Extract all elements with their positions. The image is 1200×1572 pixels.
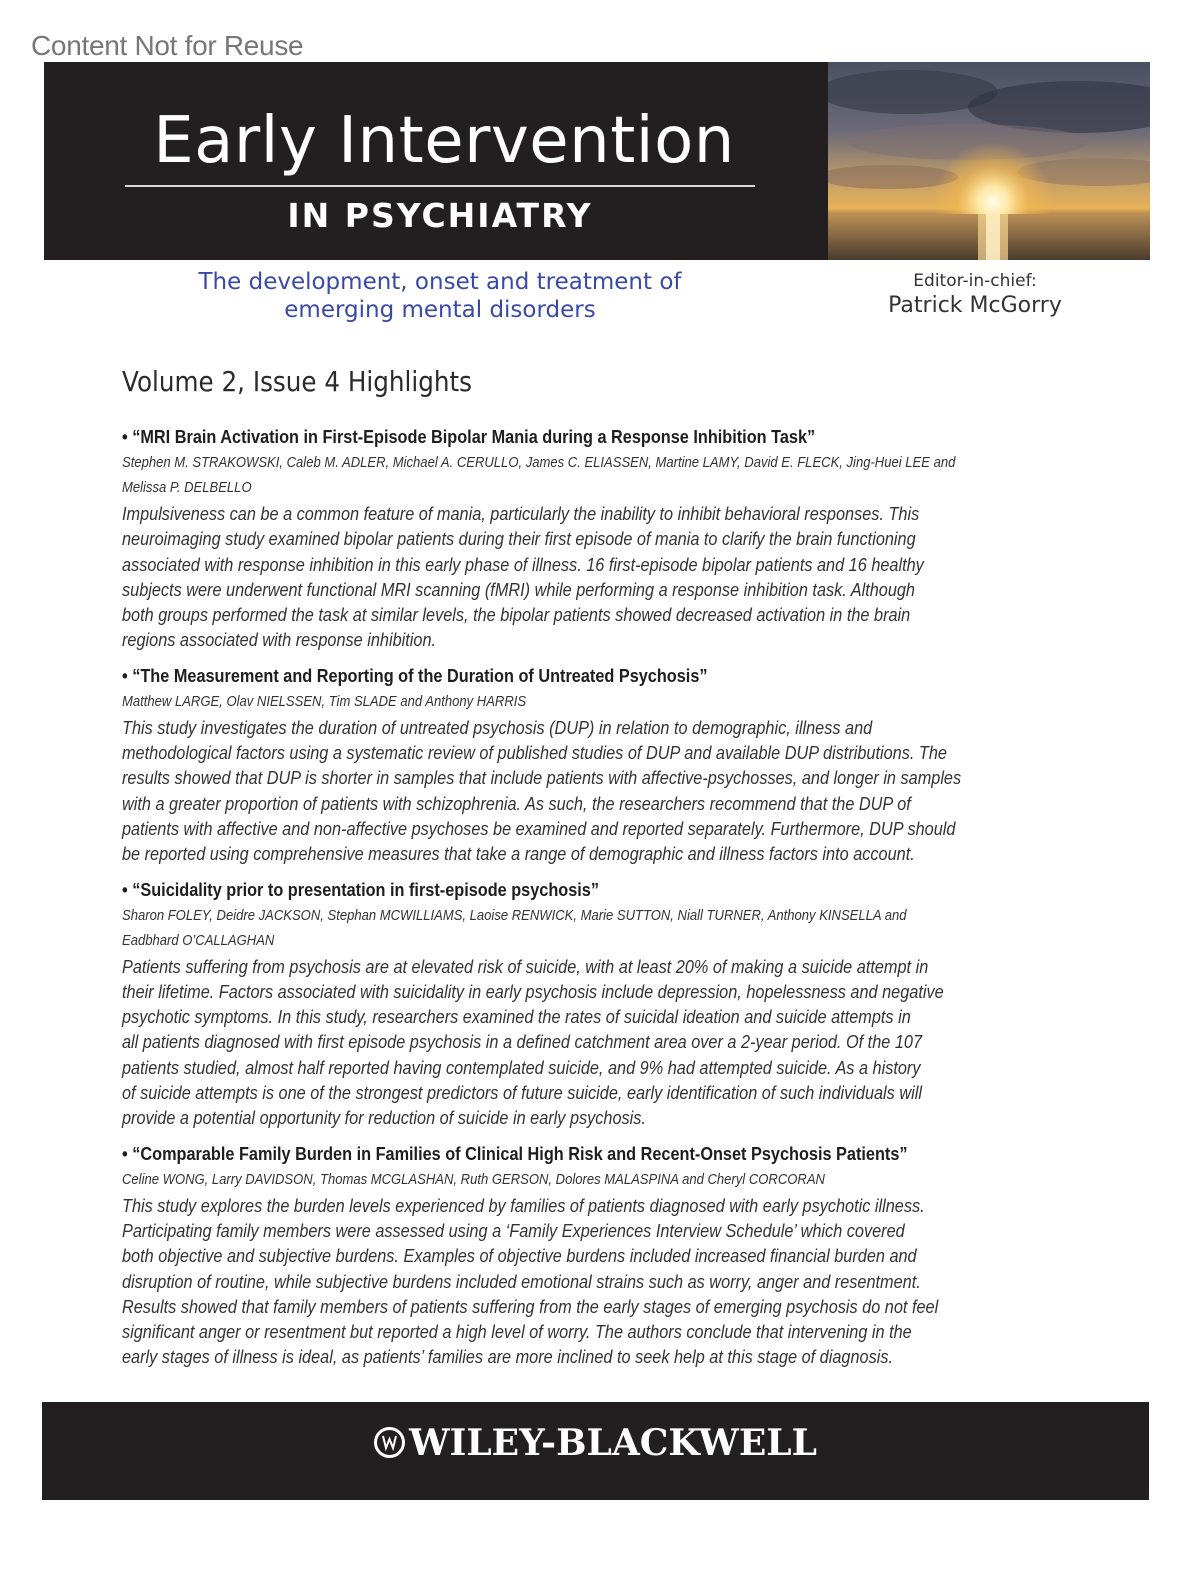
editor-name: Patrick McGorry	[888, 293, 1062, 318]
abstract-line: This study explores the burden levels experienced by families of patients diagnosed with early psychotic illness.	[122, 1194, 925, 1216]
tagline-line-1: The development, onset and treatment of	[198, 269, 682, 295]
abstract-line: provide a potential opportunity for reduction of suicide in early psychosis.	[122, 1107, 646, 1129]
sunset-photo	[828, 62, 1150, 260]
abstract-line: Impulsiveness can be a common feature of mania, particularly the inability to inhibit behavioral responses. This	[122, 503, 920, 524]
abstract-line: results showed that DUP is shorter in samples that include patients with affective-psychosses, and longer in samples	[122, 767, 962, 789]
journal-tagline	[160, 268, 720, 324]
article-abstract	[122, 715, 1081, 867]
abstract-line: with a greater proportion of patients with schizophrenia. As such, the researchers recommend that the DUP of	[122, 792, 911, 814]
abstract-line: psychotic symptoms. In this study, researchers examined the rates of suicidal ideation and suicide attempts in	[122, 1006, 911, 1028]
article-authors: Eadbhard O’CALLAGHAN	[122, 932, 275, 949]
journal-banner	[44, 62, 1150, 260]
title-divider	[125, 185, 755, 187]
editor-block	[860, 270, 1090, 320]
abstract-line: significant anger or resentment but reported a high level of worry. The authors conclude that intervening in the	[122, 1321, 912, 1343]
article-abstract	[122, 954, 1081, 1131]
article-title: • “MRI Brain Activation in First-Episode Bipolar Mania during a Response Inhibition Task”	[122, 426, 816, 447]
issue-heading: Volume 2, Issue 4 Highlights	[122, 365, 472, 398]
article-authors: Matthew LARGE, Olav NIELSSEN, Tim SLADE and Anthony HARRIS	[122, 693, 527, 710]
article-abstract	[122, 1193, 1081, 1370]
abstract-line: early stages of illness is ideal, as patients’ families are more inclined to seek help at this stage of diagnosis.	[122, 1346, 894, 1368]
abstract-line: disruption of routine, while subjective burdens included emotional strains such as worry, anger and resentment.	[122, 1270, 921, 1292]
journal-subtitle: IN PSYCHIATRY	[287, 196, 593, 235]
article-list	[122, 423, 1082, 1379]
article-authors: Celine WONG, Larry DAVIDSON, Thomas MCGLASHAN, Ruth GERSON, Dolores MALASPINA and Cheryl CORCORAN	[122, 1171, 825, 1188]
abstract-line: This study investigates the duration of untreated psychosis (DUP) in relation to demographic, illness and	[122, 716, 873, 738]
article-item	[122, 423, 1082, 653]
abstract-line: their lifetime. Factors associated with suicidality in early psychosis include depression, hopelessness and negative	[122, 980, 944, 1002]
article-authors: Sharon FOLEY, Deidre JACKSON, Stephan MCWILLIAMS, Laoise RENWICK, Marie SUTTON, Niall TURNER, Anthony KINSELLA and	[122, 907, 907, 924]
abstract-line: Results showed that family members of patients suffering from the early stages of emerging psychosis do not feel	[122, 1295, 939, 1317]
publisher-name: WILEY-BLACKWELL	[409, 1422, 817, 1464]
abstract-line: neuroimaging study examined bipolar patients during their first episode of mania to clarify the brain functioning	[122, 528, 916, 550]
tagline-line-2: emerging mental disorders	[284, 297, 596, 323]
article-item	[122, 1140, 1082, 1370]
article-authors: Stephen M. STRAKOWSKI, Caleb M. ADLER, Michael A. CERULLO, James C. ELIASSEN, Martine LAMY, David E. FLECK, Jing-Huei LEE and	[122, 455, 956, 471]
abstract-line: Patients suffering from psychosis are at elevated risk of suicide, with at least 20% of making a suicide attempt in	[122, 955, 929, 977]
wiley-logo-icon	[374, 1427, 405, 1458]
article-item	[122, 876, 1082, 1131]
abstract-line: patients with affective and non-affective psychoses be examined and reported separately. Furthermore, DUP should	[122, 817, 956, 839]
watermark: Content Not for Reuse	[31, 30, 304, 61]
article-title: • “The Measurement and Reporting of the Duration of Untreated Psychosis”	[122, 664, 708, 686]
abstract-line: both objective and subjective burdens. Examples of objective burdens included increased financial burden and	[122, 1245, 917, 1267]
journal-title: Early Intervention	[153, 104, 735, 178]
abstract-line: regions associated with response inhibition.	[122, 629, 437, 651]
abstract-line: all patients diagnosed with first episode psychosis in a defined catchment area over a 2-year period. Of the 107	[122, 1031, 923, 1053]
article-item	[122, 662, 1082, 867]
abstract-line: Participating family members were assessed using a ‘Family Experiences Interview Schedule’ which covered	[122, 1219, 905, 1241]
abstract-line: methodological factors using a systematic review of published studies of DUP and available DUP distributions. The	[122, 742, 947, 764]
abstract-line: subjects were underwent functional MRI scanning (fMRI) while performing a response inhibition task. Although	[122, 578, 916, 600]
editor-label: Editor-in-chief:	[913, 271, 1037, 291]
abstract-line: patients studied, almost half reported having contemplated suicide, and 9% had attempted suicide. As a history	[122, 1056, 921, 1078]
article-abstract	[122, 501, 1081, 653]
publisher-logo	[42, 1422, 1149, 1464]
article-title: • “Suicidality prior to presentation in first-episode psychosis”	[122, 878, 600, 900]
abstract-line: of suicide attempts is one of the strongest predictors of future suicide, early identification of such individuals will	[122, 1082, 922, 1104]
abstract-line: be reported using comprehensive measures that take a range of demographic and illness factors into account.	[122, 843, 915, 865]
abstract-line: associated with response inhibition in this early phase of illness. 16 first-episode bipolar patients and 16 healthy	[122, 553, 924, 575]
article-authors: Melissa P. DELBELLO	[122, 480, 252, 496]
abstract-line: both groups performed the task at similar levels, the bipolar patients showed decreased activation in the brain	[122, 604, 911, 626]
publisher-footer	[42, 1402, 1149, 1500]
article-title: • “Comparable Family Burden in Families of Clinical High Risk and Recent-Onset Psychosis Patients”	[122, 1142, 908, 1164]
